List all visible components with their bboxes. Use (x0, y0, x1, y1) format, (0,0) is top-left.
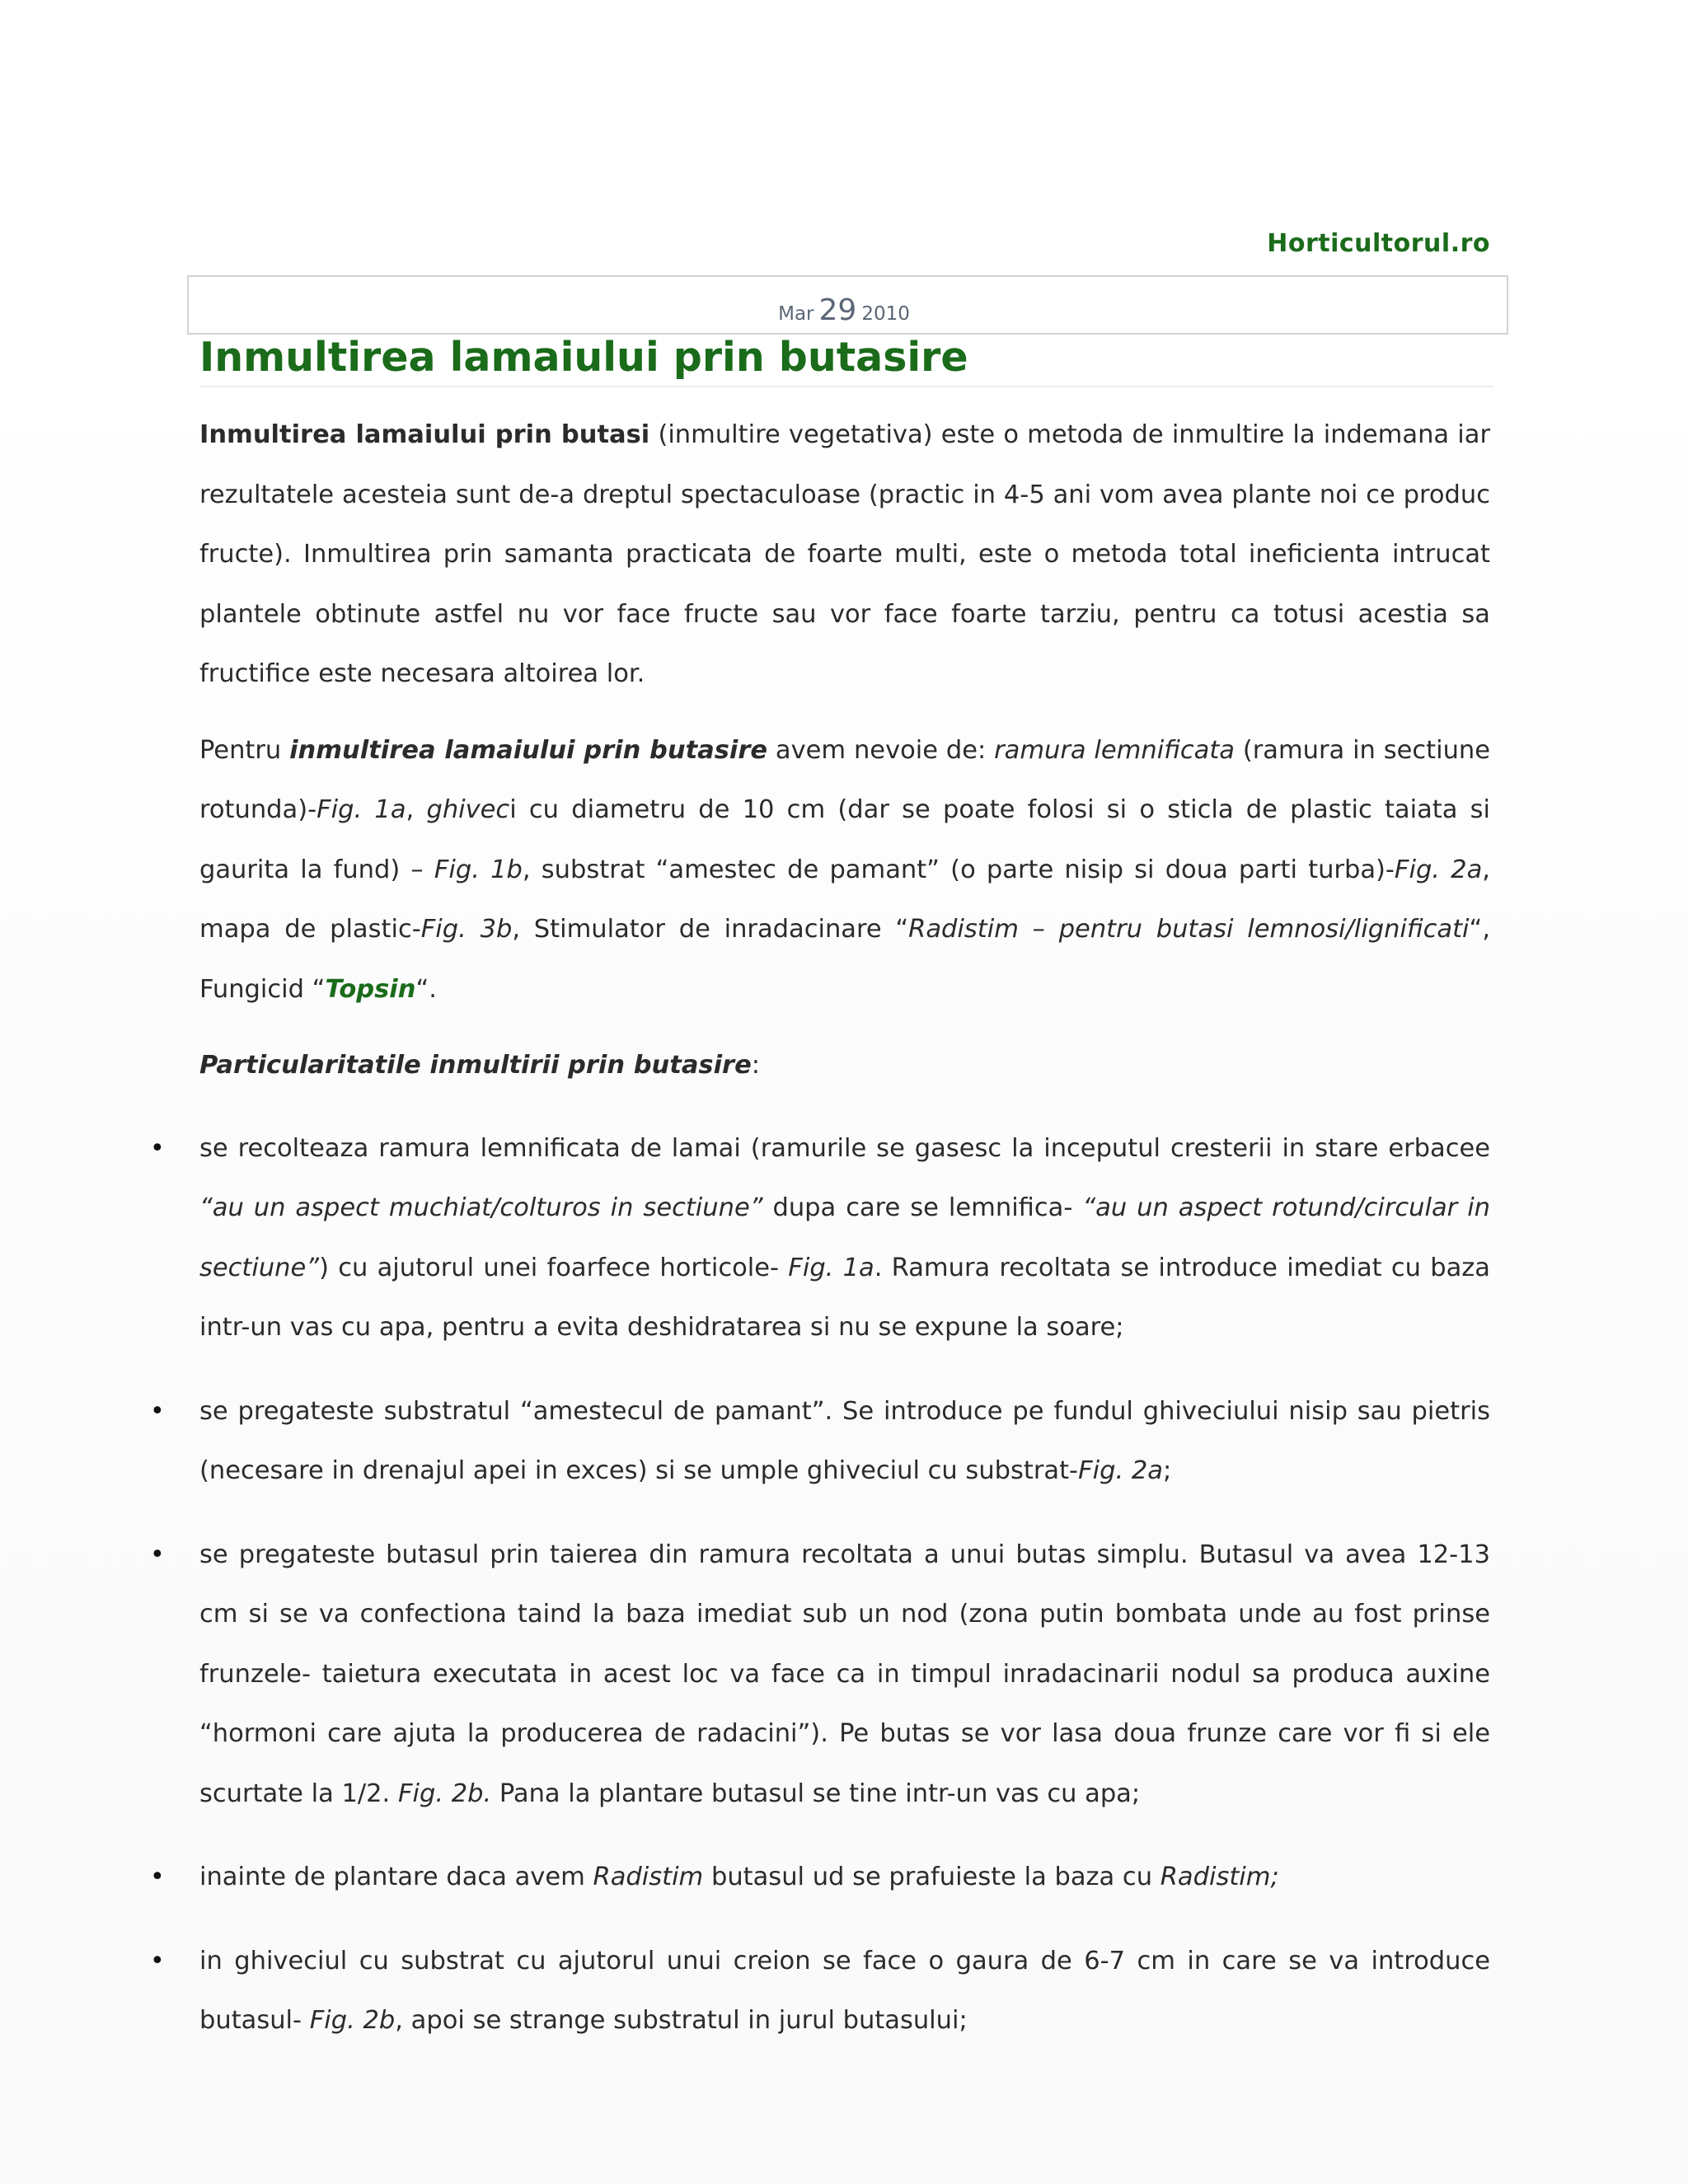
text-run: se recolteaza ramura lemnificata de lamai (ramurile se gasesc la inceputul cresterii in stare erbacee (199, 1133, 1490, 1163)
text-run: i cu diametru de 10 cm (dar se poate folosi si o sticla de plastic taiata si gaurita la fund) – (199, 795, 1491, 884)
figure-ref: Fig. 3b (420, 915, 513, 944)
italic-run: Radistim; (1160, 1863, 1279, 1891)
bullet-icon: • (150, 1863, 165, 1891)
text-run: , substrat “amestec de pamant” (o parte nisip si doua parti turba)- (522, 855, 1395, 884)
list-item (150, 1382, 1490, 1502)
list-item (150, 1848, 1490, 1908)
bullet-icon: • (150, 1946, 165, 1975)
intro-text: (inmultire vegetativa) este o metoda de inmultire la indemana iar rezultatele acesteia sunt de-a dreptul spectaculoase (practic in 4-5 ani vom avea plante noi ce produc fructe). Inmultirea prin samanta practicata de foarte multi, este o metoda total ineficienta intrucat plantele obtinute astfel nu vor face fructe sau vor face foarte tarziu, pentru ca totusi acestia sa fructifice este necesara altoirea lor. (199, 420, 1490, 688)
italic-run: Radistim (593, 1863, 704, 1891)
text-run: ) cu ajutorul unei foarfece horticole- (319, 1253, 789, 1282)
figure-ref: Fig. 2b (309, 2006, 396, 2035)
materials-paragraph (199, 721, 1490, 1020)
text-run: avem nevoie de: (767, 735, 995, 765)
article-title[interactable]: Inmultirea lamaiului prin butasire (199, 334, 968, 381)
title-divider (199, 386, 1493, 387)
text-run: “. (415, 974, 437, 1004)
text-run: , (406, 795, 427, 824)
figure-ref: Fig. 1b (434, 855, 523, 884)
italic-run: ramura lemnificata (994, 735, 1235, 765)
topsin-link[interactable]: Topsin (325, 974, 416, 1004)
figure-ref: Fig. 2a (1394, 855, 1483, 884)
text-run: (ramura in sectiune rotunda)- (199, 735, 1490, 824)
bullet-icon: • (150, 1396, 165, 1426)
text-run: , Stimulator de inradacinare “ (512, 915, 909, 944)
text-run: , apoi se strange substratul in jurul butasului; (395, 2006, 968, 2035)
italic-run: “au un aspect rotund/circular in sectiune” (199, 1193, 1490, 1282)
date-day: 29 (818, 293, 857, 327)
text-run: ; (1162, 1456, 1172, 1485)
figure-ref: Fig. 1a (316, 795, 406, 824)
figure-ref: Fig. 2a (1078, 1456, 1163, 1485)
figure-ref: Fig. 2b. (397, 1779, 492, 1808)
list-item (150, 1932, 1490, 2051)
list-item (150, 1119, 1490, 1358)
article-body (150, 405, 1491, 2075)
bullet-icon: • (150, 1540, 165, 1569)
figure-ref: Fig. 1a (788, 1253, 874, 1282)
text-run: butasul ud se prafuieste la baza cu (703, 1863, 1160, 1891)
date-year: 2010 (861, 303, 910, 325)
list-item (150, 1526, 1490, 1825)
text-run: inainte de plantare daca avem (199, 1863, 593, 1891)
italic-run: ghivec (426, 795, 510, 824)
text-run: Pana la plantare butasul se tine intr-un vas cu apa; (491, 1779, 1141, 1808)
intro-lead: Inmultirea lamaiului prin butasi (199, 420, 650, 449)
text-run: dupa care se lemnifica- (762, 1193, 1083, 1222)
subheading-suffix: : (751, 1051, 761, 1080)
text-run: se pregateste substratul “amestecul de pamant”. Se introduce pe fundul ghiveciului nisip sau pietris (necesare in drenajul apei in exces) si se umple ghiveciul cu substrat- (199, 1396, 1490, 1485)
intro-paragraph (199, 405, 1490, 705)
text-run: “, Fungicid “ (199, 915, 1491, 1004)
steps-list (150, 1119, 1490, 2051)
text-run: se pregateste butasul prin taierea din ramura recoltata a unui butas simplu. Butasul va avea 12-13 cm si se va confectiona taind la baza imediat sub un nod (zona putin bombata unde au fost prinse frunzele- taietura executata in acest loc va face ca in timpul inradacinarii nodul sa produca auxine “hormoni care ajuta la producerea de radacini”). Pe butas se vor lasa doua frunze care vor fi si ele scurtate la 1/2. (199, 1540, 1490, 1808)
text-run: . Ramura recoltata se introduce imediat cu baza intr-un vas cu apa, pentru a evita deshidratarea si nu se expune la soare; (199, 1253, 1490, 1342)
text-run: Pentru (199, 735, 290, 765)
date-month: Mar (778, 303, 814, 325)
text-run: , mapa de plastic- (199, 855, 1490, 944)
text-run: in ghiveciul cu substrat cu ajutorul unui creion se face o gaura de 6-7 cm in care se va introduce butasul- (199, 1946, 1490, 2035)
post-date (0, 293, 1688, 327)
bullet-icon: • (150, 1133, 165, 1163)
subheading-text: Particularitatile inmultirii prin butasire (199, 1051, 752, 1080)
materials-highlight: inmultirea lamaiului prin butasire (289, 735, 768, 765)
site-name[interactable]: Horticultorul.ro (1267, 229, 1490, 258)
section-subheading (199, 1036, 1490, 1096)
italic-run: “au un aspect muchiat/colturos in sectiune” (199, 1193, 763, 1222)
italic-run: Radistim – pentru butasi lemnosi/lignificati (908, 915, 1470, 944)
